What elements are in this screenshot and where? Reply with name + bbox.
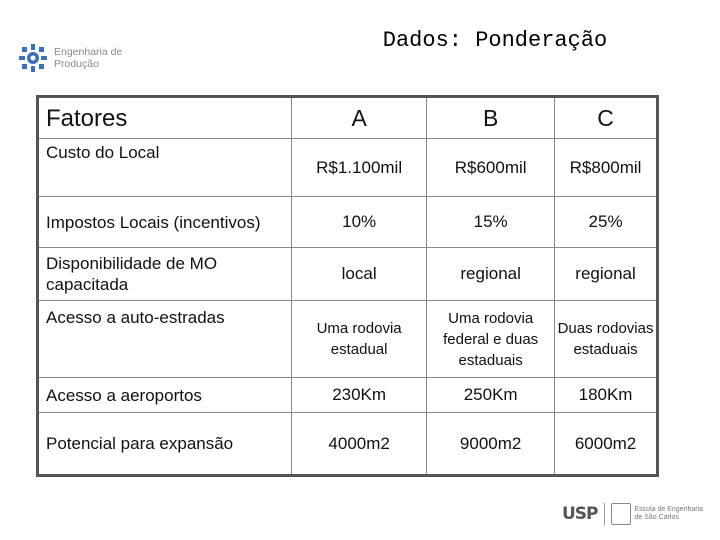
header-b: B [427,97,555,139]
cell-c: R$800mil [555,139,658,197]
cell-c: Duas rodovias estaduais [555,301,658,378]
cell-b: 9000m2 [427,413,555,476]
school-name [635,506,704,522]
cell-b: 250Km [427,378,555,413]
cell-a: 10% [292,197,427,248]
engenharia-producao-logo [16,40,136,76]
header-fatores: Fatores [38,97,292,139]
school-seal-icon [611,503,631,525]
school-line-1: Escola de Engenharia [634,506,704,513]
cell-a: R$1.100mil [292,139,427,197]
row-label: Potencial para expansão [38,413,292,476]
table-row [38,139,658,197]
row-label: Disponibilidade de MO capacitada [38,248,292,301]
cell-b: R$600mil [427,139,555,197]
table-row [38,248,658,301]
cell-c: regional [555,248,658,301]
cell-b: regional [427,248,555,301]
row-label: Acesso a aeroportos [38,378,292,413]
logo-gear-icon [16,41,50,75]
cell-c: 25% [555,197,658,248]
cell-a: local [292,248,427,301]
header-a: A [292,97,427,139]
cell-a: 230Km [292,378,427,413]
school-line-2: de São Carlos [634,514,679,521]
cell-b: 15% [427,197,555,248]
logo-line-1: Engenharia de [54,46,123,58]
footer-logos [562,500,712,528]
cell-a: 4000m2 [292,413,427,476]
row-label: Acesso a auto-estradas [38,301,292,378]
slide-title: Dados: Ponderação [382,28,608,53]
cell-b: Uma rodovia federal e duas estaduais [427,301,555,378]
cell-a: Uma rodovia estadual [292,301,427,378]
table-row [38,378,658,413]
cell-c: 180Km [555,378,658,413]
logo-line-2: Produção [54,58,99,70]
table-header-row [38,97,658,139]
header-c: C [555,97,658,139]
row-label: Custo do Local [38,139,292,197]
table-row [38,301,658,378]
logo-text [54,46,122,70]
table-row [38,413,658,476]
comparison-table [36,95,659,477]
row-label: Impostos Locais (incentivos) [38,197,292,248]
usp-logo: USP [562,504,598,524]
table-row [38,197,658,248]
footer-divider [604,503,605,525]
cell-c: 6000m2 [555,413,658,476]
